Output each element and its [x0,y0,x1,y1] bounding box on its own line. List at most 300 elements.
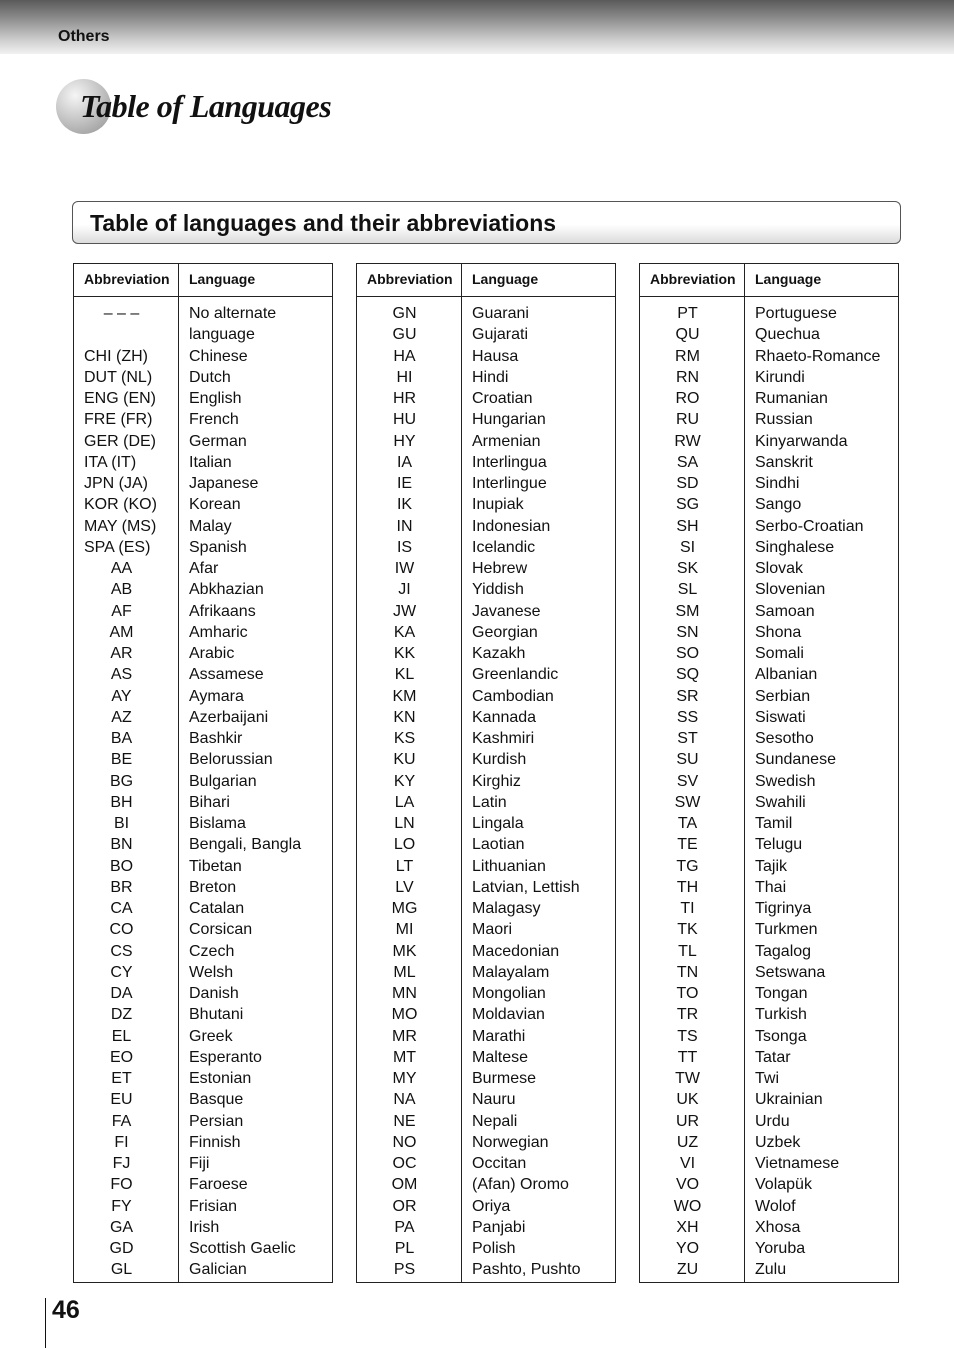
language-cell: Malay [189,517,232,535]
table-row [357,687,615,708]
table-row [640,304,898,325]
abbreviation-cell: FRE (FR) [84,411,153,429]
table-row [74,1112,332,1133]
language-cell: Abkhazian [189,581,264,599]
language-cell: Mongolian [472,985,546,1002]
abbreviation-cell: PS [393,1261,416,1279]
language-cell: Tsonga [755,1027,807,1045]
abbreviation-cell: LN [394,815,415,832]
language-cell: Urdu [755,1112,790,1130]
language-cell: Xhosa [755,1218,801,1236]
language-cell: Hebrew [472,560,528,577]
table-row [640,942,898,963]
table-row [74,495,332,516]
table-row [357,942,615,963]
abbreviation-cell: SPA (ES) [84,538,151,556]
table-row [357,495,615,516]
language-cell: Dutch [189,368,231,386]
table-row [74,1027,332,1048]
language-cell: Afrikaans [189,602,256,620]
language-cell: Cambodian [472,687,554,705]
abbreviation-cell: UZ [676,1133,699,1151]
language-cell: Welsh [189,963,234,981]
table-row [640,729,898,750]
language-cell: Afar [189,560,219,577]
abbreviation-cell: KK [393,645,416,662]
language-cell: No alternate [189,305,277,322]
table-row [640,920,898,941]
table-row [74,857,332,878]
language-cell: Serbian [755,687,811,705]
abbreviation-cell: CA [110,900,133,917]
table-row [74,1197,332,1218]
abbreviation-cell: KA [393,623,416,641]
table-row [357,325,615,346]
abbreviation-cell: MO [391,1006,418,1024]
abbreviation-cell: SW [674,793,701,811]
language-cell: Bashkir [189,730,243,747]
abbreviation-cell: FO [110,1176,133,1194]
language-cell: Nauru [472,1091,516,1109]
table-row [74,687,332,708]
language-cell: Belorussian [189,751,273,769]
abbreviation-cell: AS [110,666,133,684]
table-row [74,772,332,793]
table-row [357,580,615,601]
language-cell: Bengali, Bangla [189,836,302,854]
table-row [74,835,332,856]
language-cell: Kinyarwanda [755,432,848,450]
abbreviation-cell: TG [676,857,699,875]
language-cell: Tamil [755,815,793,832]
language-cell: Catalan [189,900,245,917]
language-cell: Latin [472,793,507,811]
abbreviation-cell: GL [110,1261,133,1279]
header-abbreviation: Abbreviation [367,271,453,287]
table-row [357,899,615,920]
language-cell: German [189,432,247,450]
table-row [640,623,898,644]
table-row [640,1112,898,1133]
language-cell: Macedonian [472,942,560,960]
language-cell: Galician [189,1261,247,1279]
language-cell: English [189,390,242,407]
language-cell: Maori [472,921,513,939]
table-row [640,793,898,814]
abbreviation-cell: KU [393,751,416,769]
language-cell: Bihari [189,793,230,811]
abbreviation-cell: KN [393,708,416,726]
abbreviation-cell: FI [114,1133,129,1151]
table-row [74,538,332,559]
table-row [640,368,898,389]
language-cell: Laotian [472,836,525,854]
language-table-2 [356,263,616,1283]
table-header [640,264,898,297]
language-cell: Georgian [472,623,538,641]
language-cell: Danish [189,985,239,1002]
language-cell: Arabic [189,645,235,662]
table-row [74,559,332,580]
abbreviation-cell: TI [680,900,695,917]
language-cell: Twi [755,1070,779,1087]
table-row [74,644,332,665]
abbreviation-cell: BH [110,793,133,811]
language-cell: Latvian, Lettish [472,878,580,896]
table-row [640,410,898,431]
language-cell: Pashto, Pushto [472,1261,581,1279]
subtitle: Table of languages and their abbreviations [90,210,557,236]
table-row [357,1218,615,1239]
table-row [640,1218,898,1239]
abbreviation-cell: BA [110,730,133,747]
table-row [74,602,332,623]
language-cell: Rhaeto-Romance [755,347,881,365]
table-row [74,432,332,453]
abbreviation-cell: ET [111,1070,132,1087]
abbreviation-cell: KOR (KO) [84,496,157,514]
table-row [74,1175,332,1196]
table-row [640,1005,898,1026]
table-row [640,1048,898,1069]
table-row [640,538,898,559]
language-cell: Estonian [189,1070,252,1087]
abbreviation-cell: JI [398,581,411,599]
language-cell: Hindi [472,368,509,386]
language-cell: Nepali [472,1112,518,1130]
abbreviation-cell: KY [393,772,416,790]
abbreviation-cell: PL [394,1240,415,1257]
header-language: Language [755,271,822,287]
abbreviation-cell: OM [391,1176,418,1194]
subtitle-box [72,201,901,244]
abbreviation-cell: TT [677,1048,698,1066]
table-row [640,835,898,856]
language-cell: Greek [189,1027,233,1045]
language-cell: Volapük [755,1176,812,1194]
language-cell: Hungarian [472,411,546,429]
abbreviation-cell: MR [392,1027,417,1045]
abbreviation-cell: TW [675,1070,700,1087]
abbreviation-cell: SA [676,453,699,471]
table-row [640,389,898,410]
abbreviation-cell: SG [675,496,700,514]
table-row [74,1048,332,1069]
language-cell: Chinese [189,347,248,365]
language-cell: Spanish [189,538,247,556]
abbreviation-cell: IN [396,517,413,535]
table-row [74,665,332,686]
language-cell: language [189,326,255,344]
table-row [74,389,332,410]
abbreviation-cell: NO [392,1133,417,1151]
language-cell: Interlingue [472,475,547,492]
language-cell: Thai [755,878,787,896]
language-cell: Indonesian [472,517,551,535]
abbreviation-cell: DUT (NL) [84,368,153,386]
language-cell: Swahili [755,793,806,811]
table-row [357,793,615,814]
abbreviation-cell: TE [677,836,698,854]
table-row [357,368,615,389]
language-cell: Malayalam [472,963,550,981]
table-row [74,984,332,1005]
table-row [640,687,898,708]
table-row [357,347,615,368]
language-cell: Gujarati [472,326,529,344]
table-row [74,580,332,601]
language-cell: Armenian [472,432,541,450]
abbreviation-cell: GD [109,1240,134,1257]
language-cell: Burmese [472,1070,537,1087]
abbreviation-cell: AY [111,687,132,705]
language-cell: Moldavian [472,1006,545,1024]
table-row [74,453,332,474]
language-cell: Tibetan [189,857,242,875]
table-row [640,878,898,899]
abbreviation-cell: WO [673,1197,702,1215]
page-title: Table of Languages [80,88,332,124]
table-row [74,368,332,389]
language-cell: Maltese [472,1048,529,1066]
language-cell: Siswati [755,708,806,726]
table-rows [74,304,332,1282]
table-row [357,1112,615,1133]
language-cell: Corsican [189,921,253,939]
table-row [640,1154,898,1175]
table-row [357,1048,615,1069]
abbreviation-cell: LA [394,793,415,811]
table-row [74,963,332,984]
table-row [640,474,898,495]
table-row [357,984,615,1005]
language-cell: Assamese [189,666,264,684]
table-row [640,984,898,1005]
table-row [74,1239,332,1260]
language-cell: Kashmiri [472,730,535,747]
abbreviation-cell: SS [676,708,699,726]
table-row [74,325,332,346]
table-row [357,644,615,665]
table-row [74,750,332,771]
table-row [357,623,615,644]
abbreviation-cell: IW [394,560,415,577]
abbreviation-cell: EL [111,1027,132,1045]
abbreviation-cell: ENG (EN) [84,390,156,407]
table-row [357,708,615,729]
table-row [640,644,898,665]
language-cell: Turkmen [755,921,818,939]
abbreviation-cell: RW [674,432,701,450]
header-bar [0,0,954,54]
language-cell: Albanian [755,666,818,684]
language-cell: Wolof [755,1197,796,1215]
table-row [74,1005,332,1026]
table-row [357,517,615,538]
abbreviation-cell: MI [395,921,414,939]
language-cell: Malagasy [472,900,541,917]
abbreviation-cell: OR [392,1197,417,1215]
table-row [640,750,898,771]
table-row [640,580,898,601]
abbreviation-cell: TR [676,1006,699,1024]
language-cell: Sesotho [755,730,814,747]
language-cell: Uzbek [755,1133,801,1151]
language-cell: Aymara [189,687,244,705]
abbreviation-cell: SL [677,581,698,599]
language-cell: Marathi [472,1027,526,1045]
table-row [357,1154,615,1175]
abbreviation-cell: QU [675,326,700,344]
table-row [640,495,898,516]
table-row [357,1090,615,1111]
abbreviation-cell: SH [676,517,699,535]
abbreviation-cell: XH [676,1218,699,1236]
table-row [640,857,898,878]
table-row [357,602,615,623]
table-row [640,708,898,729]
abbreviation-cell: YO [675,1240,700,1257]
abbreviation-cell: MT [392,1048,417,1066]
abbreviation-cell: TO [676,985,699,1002]
table-row [357,410,615,431]
table-header [357,264,615,297]
abbreviation-cell: GA [109,1218,134,1236]
abbreviation-cell: BI [113,815,130,832]
language-cell: Vietnamese [755,1155,840,1172]
language-cell: (Afan) Oromo [472,1176,569,1194]
abbreviation-cell: KS [393,730,416,747]
abbreviation-cell: AF [111,602,132,620]
table-row [74,878,332,899]
language-cell: Yoruba [755,1240,806,1257]
abbreviation-cell: NE [393,1112,416,1130]
abbreviation-cell: ZU [676,1261,699,1279]
abbreviation-cell: HI [396,368,413,386]
language-cell: Zulu [755,1261,787,1279]
table-row [74,347,332,368]
language-cell: Quechua [755,326,820,344]
page-number: 46 [52,1296,80,1324]
abbreviation-cell: ML [393,963,416,981]
abbreviation-cell: GU [392,326,417,344]
abbreviation-cell: EO [109,1048,134,1066]
table-row [357,920,615,941]
table-row [74,1069,332,1090]
table-row [74,814,332,835]
abbreviation-cell: UK [676,1091,699,1109]
table-row [74,1218,332,1239]
table-row [357,432,615,453]
language-cell: Lingala [472,815,524,832]
abbreviation-cell: AR [110,645,133,662]
header-language: Language [472,271,539,287]
table-row [357,1069,615,1090]
language-cell: Breton [189,878,237,896]
language-cell: Fiji [189,1155,210,1172]
table-row [74,474,332,495]
abbreviation-cell: MK [392,942,417,960]
language-cell: Occitan [472,1155,527,1172]
table-row [357,559,615,580]
abbreviation-cell: MAY (MS) [84,517,157,535]
table-row [74,942,332,963]
language-cell: Ukrainian [755,1091,823,1109]
abbreviation-cell: ST [677,730,698,747]
table-row [640,814,898,835]
abbreviation-cell: SQ [675,666,700,684]
table-row [357,1133,615,1154]
abbreviation-cell: TA [677,815,698,832]
language-cell: Norwegian [472,1133,549,1151]
table-row [640,1197,898,1218]
table-row [74,729,332,750]
language-cell: Lithuanian [472,857,546,875]
table-row [357,729,615,750]
abbreviation-cell: KM [392,687,417,705]
abbreviation-cell: OC [392,1155,417,1172]
table-rows [357,304,615,1282]
language-cell: Bislama [189,815,246,832]
table-row [640,1260,898,1281]
table-row [640,432,898,453]
table-row [640,347,898,368]
language-cell: Amharic [189,623,248,641]
language-cell: Telugu [755,836,803,854]
table-row [74,1260,332,1281]
language-cell: Turkish [755,1006,807,1024]
abbreviation-cell: SI [679,538,696,556]
table-row [357,389,615,410]
language-table-3 [639,263,899,1283]
table-row [357,878,615,899]
table-row [357,538,615,559]
abbreviation-cell: CY [110,963,133,981]
language-cell: Panjabi [472,1218,526,1236]
table-row [357,814,615,835]
language-cell: Sango [755,496,802,514]
table-row [640,1069,898,1090]
abbreviation-cell: CO [109,921,134,939]
language-cell: Sundanese [755,751,836,769]
abbreviation-cell: TK [677,921,698,939]
abbreviation-cell: AZ [111,708,132,726]
language-cell: Oriya [472,1197,511,1215]
table-row [357,304,615,325]
abbreviation-cell: LO [393,836,416,854]
language-cell: French [189,411,239,429]
abbreviation-cell: JPN (JA) [84,475,148,492]
language-cell: Kurdish [472,751,527,769]
table-row [74,920,332,941]
abbreviation-cell: BO [109,857,134,875]
language-cell: Javanese [472,602,541,620]
abbreviation-cell: JW [392,602,417,620]
language-cell: Irish [189,1218,220,1236]
table-row [640,899,898,920]
abbreviation-cell: SO [675,645,700,662]
abbreviation-cell: AB [110,581,133,599]
table-row [640,1027,898,1048]
abbreviation-cell: EU [110,1091,133,1109]
language-cell: Interlingua [472,453,547,471]
table-row [74,1090,332,1111]
abbreviation-cell: SD [676,475,699,492]
language-cell: Russian [755,411,813,429]
abbreviation-cell: FJ [112,1155,131,1172]
table-row [357,453,615,474]
abbreviation-cell: AM [109,623,134,641]
